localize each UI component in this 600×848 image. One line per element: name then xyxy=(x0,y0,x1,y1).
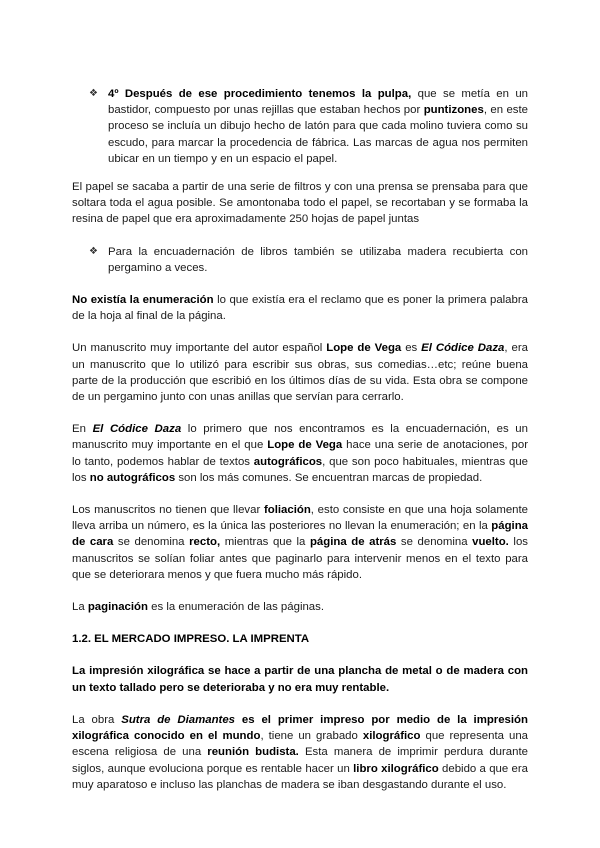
text-segment: los manuscritos se solían foliar antes que paginarlo para intervenir menos en el texto para que se deteriorara menos y que fuera mucho más rápido. xyxy=(72,536,528,581)
paragraph xyxy=(72,179,528,228)
bold-text-segment: No existía la enumeración xyxy=(72,294,214,307)
text-segment: lo que existía era el reclamo que es poner la primera palabra de la hoja al final de la página. xyxy=(72,294,528,323)
bold-text-segment: libro xilográfico xyxy=(353,762,439,775)
paragraph xyxy=(72,712,528,793)
bold-text-segment: La impresión xilográfica se hace a partir de una plancha de metal o de madera con un texto tallado pero se deterioraba y no era muy rentable. xyxy=(72,665,528,694)
bold-text-segment: no autográficos xyxy=(89,471,176,484)
text-segment: Para la encuadernación de libros también se utilizaba madera recubierta con pergamino a veces. xyxy=(108,245,528,274)
bold-text-segment: paginación xyxy=(87,601,148,614)
bold-text-segment: Lope de Vega xyxy=(326,342,402,355)
section-heading xyxy=(72,631,528,647)
bullet-paragraph xyxy=(72,86,528,167)
bold-text-segment: página de atrás xyxy=(309,536,397,549)
bold-text-segment: página de cara xyxy=(72,520,528,549)
text-segment: La xyxy=(72,601,88,614)
text-segment: mientras que la xyxy=(220,536,310,549)
paragraph xyxy=(72,292,528,324)
bullet-paragraph xyxy=(72,244,528,276)
text-segment: , esto consiste en que una hoja solamente lleva arriba un número, es la única las posteriores no llevan la enumeración; en la xyxy=(72,504,529,533)
bold-text-segment: Lope de Vega xyxy=(267,439,343,452)
bold-text-segment: 1.2. EL MERCADO IMPRESO. LA IMPRENTA xyxy=(72,633,310,646)
bold-text-segment: Sutra de Diamantes xyxy=(121,713,236,726)
bold-text-segment: reunión budista. xyxy=(207,746,299,759)
paragraph xyxy=(72,502,528,583)
diamond-bullet-icon: ❖ xyxy=(89,88,98,99)
text-segment: , que son poco habituales, mientras que los xyxy=(72,455,528,484)
text-segment: El papel se sacaba a partir de una serie de filtros y con una prensa se prensaba para que soltara toda el agua posible. Se amontonaba todo el papel, se recortaban y se formaba la resina de papel que era aproximadamente 250 hojas de papel juntas xyxy=(72,181,528,226)
text-segment: , era un manuscrito que lo utilizó para escribir sus obras, sus comedias…etc; reúne buena parte de la producción que escribió en los últimos días de su vida. Esta obra se compone de un pergamino junto con unas anillas que servían para cerrarlo. xyxy=(72,342,528,404)
bold-text-segment: El Códice Daza xyxy=(92,423,182,436)
text-segment: En xyxy=(72,423,93,436)
bold-text-segment: El Códice Daza xyxy=(421,342,505,355)
text-segment: se denomina xyxy=(396,536,473,549)
text-segment: lo primero que nos encontramos es la encuadernación, es un manuscrito muy importante en el que xyxy=(72,423,528,452)
document-page xyxy=(72,86,528,793)
bold-paragraph xyxy=(72,663,528,695)
text-segment: que se metía en un bastidor, compuesto por unas rejillas que estaban hechos por xyxy=(108,88,528,117)
diamond-bullet-icon: ❖ xyxy=(89,245,98,257)
bold-text-segment: xilográfico xyxy=(362,730,421,743)
text-segment: es la enumeración de las páginas. xyxy=(147,601,325,614)
text-segment: , en este proceso se incluía un dibujo hecho de latón para que cada molino tuviera como su escudo, para marcar la procedencia de fábrica. Las marcas de agua nos permiten ubicar en un tiempo y en un espacio el papel. xyxy=(108,104,529,165)
text-segment: se denomina xyxy=(113,536,190,549)
text-segment: son los más comunes. Se encuentran marcas de propiedad. xyxy=(175,471,483,484)
bold-text-segment: vuelto. xyxy=(472,536,509,549)
bold-text-segment: foliación xyxy=(263,504,311,517)
text-segment: Esta manera de imprimir perdura durante siglos, aunque evoluciona porque es rentable hacer un xyxy=(72,746,528,775)
text-segment: hace una serie de anotaciones, por lo tanto, podemos hablar de textos xyxy=(72,439,528,468)
paragraph xyxy=(72,599,528,615)
paragraph xyxy=(72,421,528,486)
text-segment: debido a que era muy aparatoso e incluso las planchas de madera se iban desgastando durante el uso. xyxy=(72,762,528,791)
bold-text-segment: autográficos xyxy=(253,455,323,468)
text-segment: que representa una escena religiosa de una xyxy=(72,730,528,759)
text-segment: Un manuscrito muy importante del autor español xyxy=(72,342,327,355)
bold-text-segment: recto, xyxy=(189,536,221,549)
bold-text-segment: es el primer impreso por medio de la impresión xilográfica conocido en el mundo xyxy=(72,713,528,743)
bold-text-segment: 4º Después de ese procedimiento tenemos la pulpa, xyxy=(108,88,412,100)
bold-text-segment: puntizones xyxy=(423,104,484,117)
text-segment: Los manuscritos no tienen que llevar xyxy=(72,504,264,517)
text-segment: , tiene un grabado xyxy=(260,730,363,743)
text-segment: La obra xyxy=(72,713,122,726)
text-segment: es xyxy=(401,342,422,355)
paragraph xyxy=(72,340,528,405)
